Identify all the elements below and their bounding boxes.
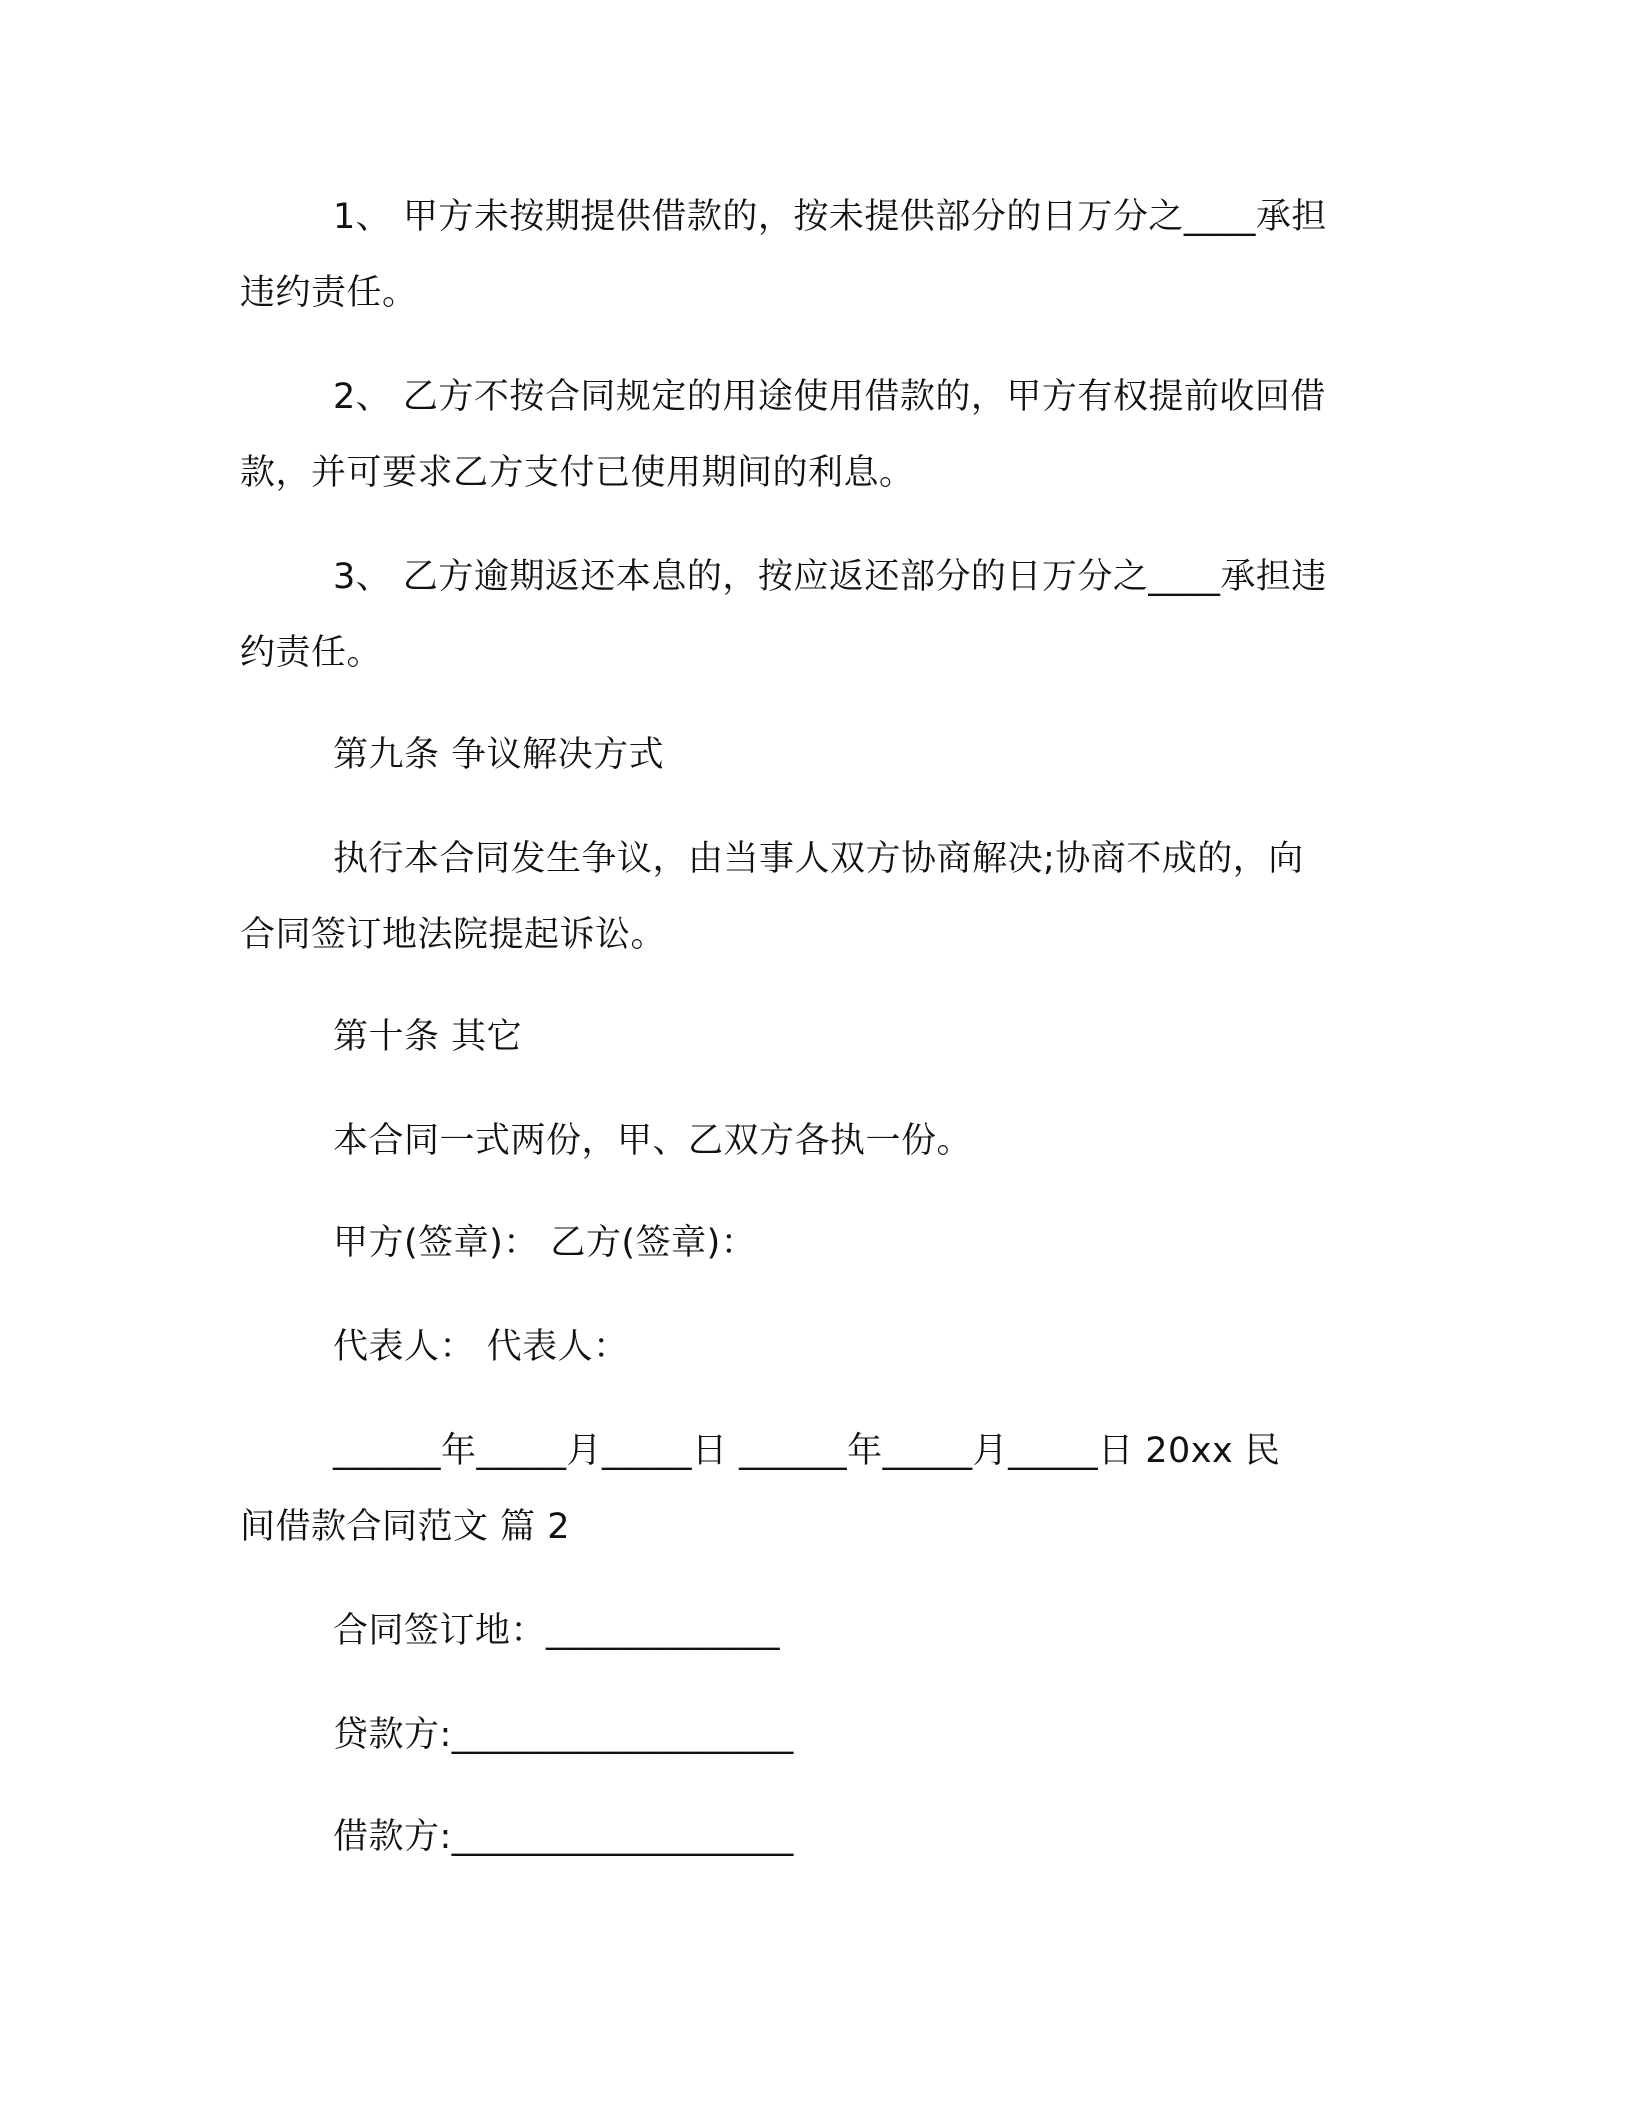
clause-2-line-2: 款，并可要求乙方支付已使用期间的利息。 bbox=[240, 453, 915, 493]
signature-line: 甲方(签章)： 乙方(签章)： bbox=[333, 1223, 757, 1263]
lender-line: 贷款方:___________________ bbox=[333, 1715, 794, 1755]
clause-3-line-2: 约责任。 bbox=[240, 633, 383, 673]
clause-1-line-2: 违约责任。 bbox=[240, 273, 418, 313]
date-line-1: ______年_____月_____日 ______年_____月_____日 20xx 民 bbox=[333, 1431, 1281, 1471]
article-9-heading: 第九条 争议解决方式 bbox=[333, 735, 665, 775]
date-line-2: 间借款合同范文 篇 2 bbox=[240, 1507, 571, 1547]
representative-line: 代表人： 代表人： bbox=[333, 1327, 629, 1367]
article-9-body-line-1: 执行本合同发生争议，由当事人双方协商解决;协商不成的，向 bbox=[333, 839, 1304, 879]
article-10-body: 本合同一式两份，甲、乙双方各执一份。 bbox=[333, 1121, 973, 1161]
article-10-heading: 第十条 其它 bbox=[333, 1017, 523, 1057]
clause-1-line-1: 1、 甲方未按期提供借款的，按未提供部分的日万分之____承担 bbox=[333, 197, 1327, 237]
clause-2-line-1: 2、 乙方不按合同规定的用途使用借款的，甲方有权提前收回借 bbox=[333, 377, 1326, 417]
clause-3-line-1: 3、 乙方逾期返还本息的，按应返还部分的日万分之____承担违 bbox=[333, 557, 1327, 597]
borrower-line: 借款方:___________________ bbox=[333, 1817, 794, 1857]
sign-place-line: 合同签订地：_____________ bbox=[333, 1611, 781, 1651]
article-9-body-line-2: 合同签订地法院提起诉讼。 bbox=[240, 915, 667, 955]
